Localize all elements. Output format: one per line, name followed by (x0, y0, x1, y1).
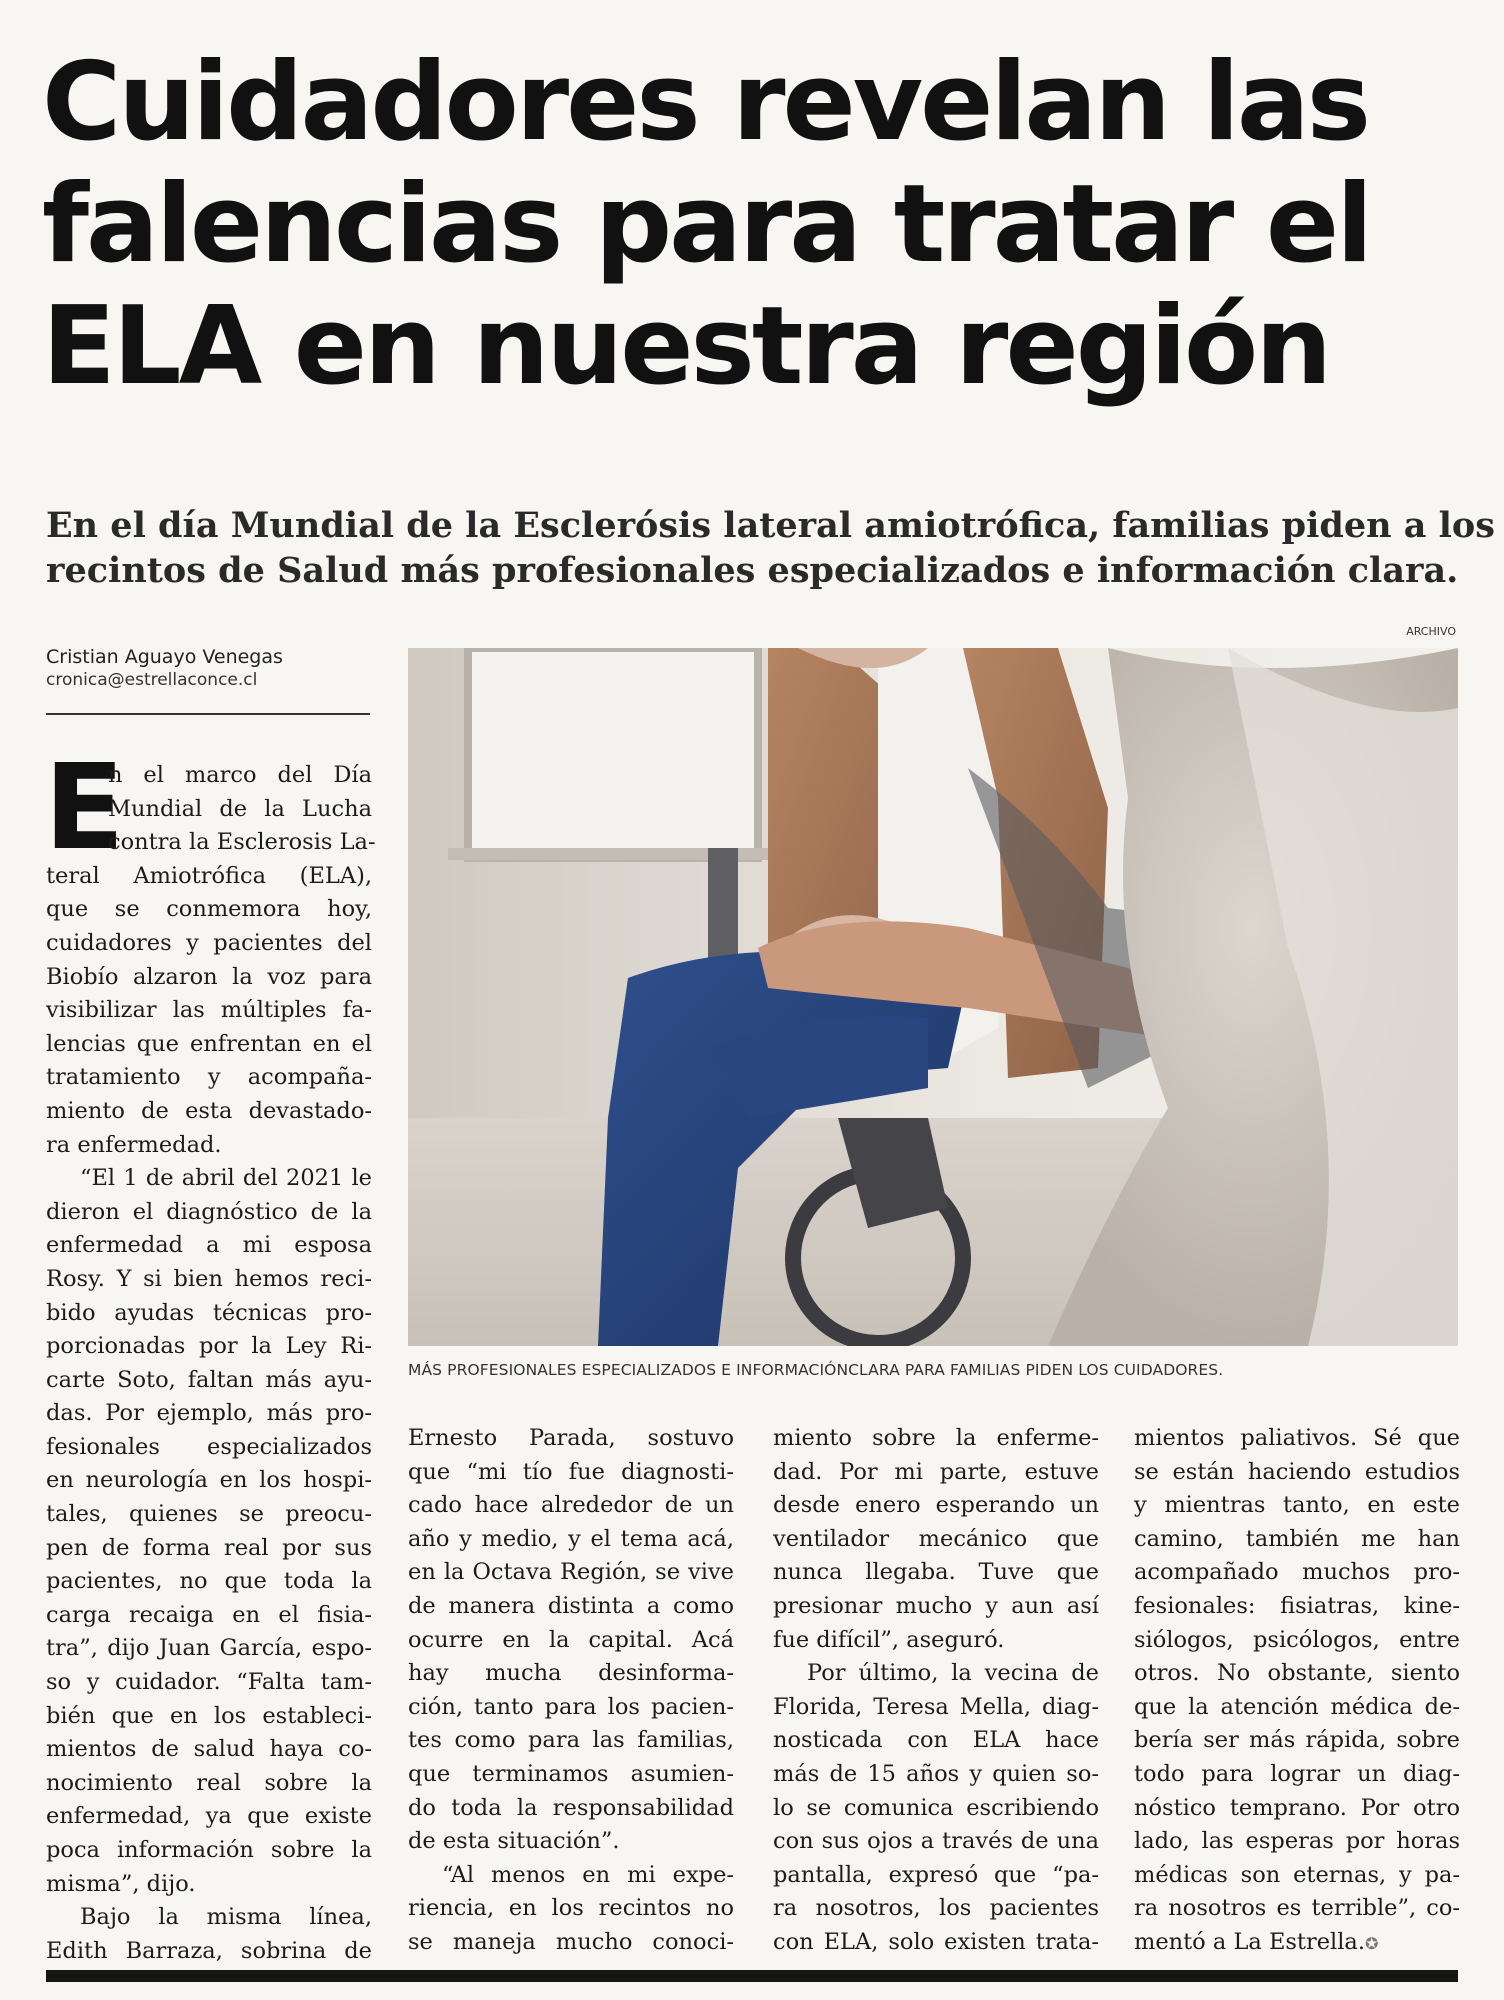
article-text-line: nocimiento real sobre la (46, 1769, 372, 1796)
article-column-3 (773, 1422, 1099, 1960)
article-text-line: do toda la responsabilidad (408, 1794, 734, 1821)
article-text-line: y mientras tanto, en este (1134, 1492, 1460, 1519)
article-text-line: en la Octava Región, se vive (408, 1559, 734, 1586)
article-text-line: “El 1 de abril del 2021 le (80, 1165, 372, 1192)
article-text-line: ra nosotros es terrible”, co- (1134, 1895, 1460, 1922)
article-text-line: de esta situación”. (408, 1828, 620, 1855)
article-photo (408, 648, 1458, 1346)
article-dek (46, 503, 1495, 593)
article-text-line: so y cuidador. “Falta tam- (46, 1669, 372, 1696)
article-text-line: tra”, dijo Juan García, espo- (46, 1635, 372, 1662)
window (468, 648, 758, 858)
photo-caption: MÁS PROFESIONALES ESPECIALIZADOS E INFORMACIÓNCLARA PARA FAMILIAS PIDEN LOS CUIDADORES. (408, 1361, 1224, 1379)
headline-line-2: falencias para tratar el (42, 162, 1371, 287)
article-text-line: otros. No obstante, siento (1134, 1660, 1460, 1687)
article-text-line: hay mucha desinforma- (408, 1660, 734, 1687)
article-text-line: carga recaiga en el fisia- (46, 1601, 372, 1628)
article-text-line: de manera distinta a como (408, 1592, 734, 1619)
article-text-line: Bajo la misma línea, (80, 1904, 372, 1931)
article-text-line: miento sobre la enferme- (773, 1425, 1099, 1451)
article-text-line: bería ser más rápida, sobre (1134, 1727, 1460, 1754)
byline (46, 646, 366, 690)
article-text-line: poca información sobre la (46, 1837, 372, 1863)
article-text-line: se maneja mucho conoci- (408, 1928, 734, 1955)
article-text-line: mentó a La Estrella.✪ (1134, 1928, 1379, 1955)
article-text-line: acompañado muchos pro- (1134, 1559, 1460, 1586)
article-text-line: teral Amiotrófica (ELA), (46, 862, 372, 889)
article-text-line: lado, las esperas por horas (1134, 1828, 1460, 1855)
article-text-line: misma”, dijo. (46, 1870, 196, 1897)
article-text-line: Edith Barraza, sobrina de (46, 1937, 372, 1964)
byline-author: Cristian Aguayo Venegas (46, 646, 283, 668)
article-text-line: ocurre en la capital. Acá (408, 1626, 734, 1653)
article-text-line: mientos paliativos. Sé que (1134, 1425, 1460, 1451)
article-text-line: n el marco del Día (108, 762, 372, 788)
end-mark-icon: ✪ (1365, 1933, 1379, 1953)
article-text-line: bido ayudas técnicas pro- (46, 1299, 372, 1326)
article-text-line: miento de esta devastado- (46, 1097, 372, 1124)
headline-line-1: Cuidadores revelan las (42, 40, 1368, 165)
article-text-line: dieron el diagnóstico de la (46, 1198, 372, 1225)
article-text-line: presionar mucho y aun así (773, 1592, 1099, 1619)
article-text-line: visibilizar las múltiples fa- (46, 997, 372, 1024)
article-text-line: fesionales: fisiatras, kine- (1134, 1592, 1460, 1619)
article-text-line: desde enero esperando un (773, 1492, 1099, 1519)
byline-divider (46, 713, 370, 715)
article-text-line: riencia, en los recintos no (408, 1895, 734, 1922)
article-text-line: das. Por ejemplo, más pro- (46, 1400, 372, 1427)
article-text-line: más de 15 años y quien so- (773, 1760, 1099, 1787)
article-text-line: pacientes, no que toda la (46, 1568, 372, 1595)
article-text-line: Ernesto Parada, sostuvo (408, 1425, 734, 1451)
article-text-line: nosticada con ELA hace (773, 1727, 1099, 1754)
article-text-line: porcionadas por la Ley Ri- (46, 1333, 372, 1360)
article-text-line: fue difícil”, aseguró. (773, 1626, 1005, 1653)
article-text-line: carte Soto, faltan más ayu- (46, 1366, 372, 1393)
article-text-line: ventilador mecánico que (773, 1525, 1099, 1552)
article-headline (42, 42, 1482, 408)
article-text-line: pen de forma real por sus (46, 1534, 372, 1561)
article-text-line: dad. Por mi parte, estuve (773, 1458, 1099, 1485)
article-text-line: pantalla, expresó que “pa- (773, 1861, 1099, 1888)
article-text-line: Por último, la vecina de (807, 1660, 1099, 1687)
headline-line-3: ELA en nuestra región (42, 284, 1330, 409)
article-text-line: tales, quienes se preocu- (46, 1501, 372, 1528)
article-text-line: en neurología en los hospi- (46, 1467, 372, 1494)
drop-cap: E (44, 738, 125, 876)
page-bottom-rule (46, 1970, 1458, 1982)
article-text-line: todo para lograr un diag- (1134, 1760, 1460, 1787)
article-text-line: médicas son eternas, y pa- (1134, 1861, 1460, 1888)
article-text-line: que “mi tío fue diagnosti- (408, 1458, 734, 1485)
article-text-line: lo se comunica escribiendo (773, 1794, 1099, 1821)
dek-line-2: recintos de Salud más profesionales especializados e información clara. (46, 550, 1459, 591)
article-text-line: tratamiento y acompaña- (46, 1064, 372, 1091)
article-text-line: Biobío alzaron la voz para (46, 963, 372, 990)
article-text-line: enfermedad a mi esposa (46, 1232, 372, 1259)
article-text-line: se están haciendo estudios (1134, 1458, 1460, 1485)
article-text-line: cado hace alrededor de un (408, 1492, 734, 1519)
byline-email: cronica@estrellaconce.cl (46, 670, 258, 690)
article-text-line: que se conmemora hoy, (46, 896, 372, 923)
article-text-line: ra nosotros, los pacientes (773, 1895, 1099, 1922)
article-text-line: nóstico temprano. Por otro (1134, 1794, 1460, 1821)
article-text-line: Mundial de la Lucha (108, 795, 372, 822)
article-column-4 (1134, 1422, 1460, 1960)
dek-line-1: En el día Mundial de la Esclerósis lateral amiotrófica, familias piden a los (46, 505, 1495, 546)
article-text-line: mientos de salud haya co- (46, 1736, 372, 1763)
article-text-line: ción, tanto para los pacien- (408, 1693, 734, 1720)
article-text-line: con sus ojos a través de una (773, 1828, 1099, 1855)
article-text-line: contra la Esclerosis La- (108, 829, 376, 856)
article-text-line: cuidadores y pacientes del (46, 929, 372, 956)
article-text-line: que la atención médica de- (1134, 1693, 1460, 1720)
photo-illustration (408, 648, 1458, 1346)
article-text-line: “Al menos en mi expe- (442, 1861, 734, 1888)
article-text-line: tes como para las familias, (408, 1727, 734, 1754)
article-text-line: bién que en los estableci- (46, 1702, 372, 1729)
article-text-line: fesionales especializados (46, 1433, 372, 1460)
photo-credit: ARCHIVO (1406, 625, 1456, 638)
article-text-line: lencias que enfrentan en el (46, 1030, 372, 1057)
article-column-2 (408, 1422, 734, 1960)
article-text-line: con ELA, solo existen trata- (773, 1928, 1099, 1955)
article-text-line: año y medio, y el tema acá, (408, 1525, 734, 1552)
article-text-line: camino, también me han (1134, 1525, 1460, 1552)
article-text-line: nunca llegaba. Tuve que (773, 1559, 1099, 1586)
article-text-line: Florida, Teresa Mella, diag- (773, 1693, 1099, 1720)
article-text-line: enfermedad, ya que existe (46, 1803, 372, 1830)
article-text-line: siólogos, psicólogos, entre (1134, 1626, 1460, 1653)
article-column-1 (44, 738, 376, 1968)
article-text-line: que terminamos asumien- (408, 1760, 734, 1787)
article-text-line: ra enfermedad. (46, 1131, 222, 1158)
article-text-line: Rosy. Y si bien hemos reci- (46, 1265, 372, 1292)
